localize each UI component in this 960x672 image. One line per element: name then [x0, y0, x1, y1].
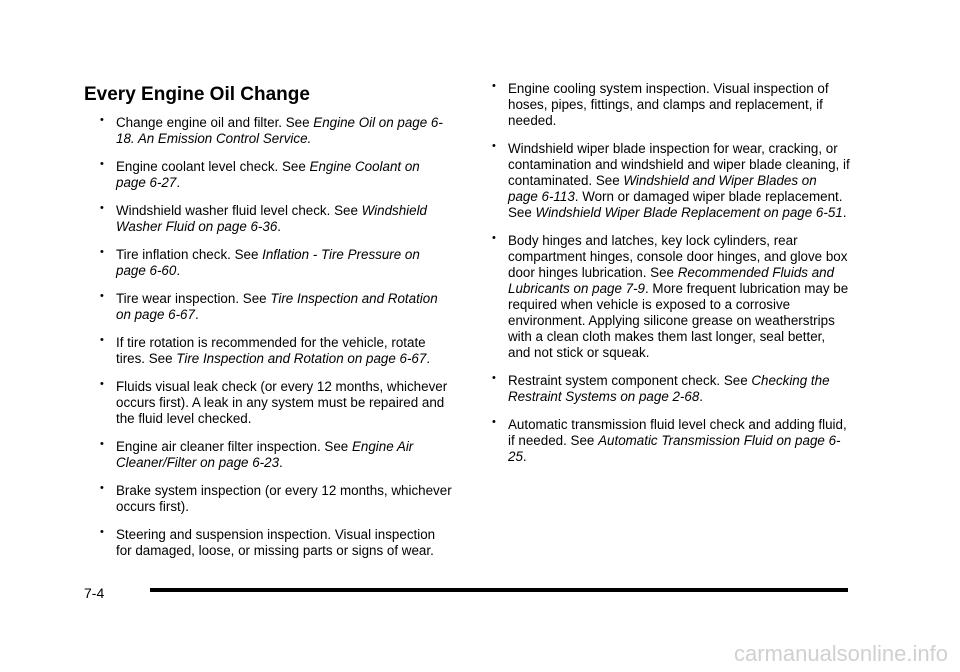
item-text: Windshield washer fluid level check. See — [116, 203, 362, 218]
list-item — [98, 379, 453, 427]
item-text: Change engine oil and filter. See — [116, 115, 314, 130]
cross-reference: Windshield Wiper Blade Replacement on page 6-51 — [535, 205, 843, 220]
footer-rule — [150, 588, 848, 592]
list-item — [98, 291, 453, 323]
watermark: carmanualsonline.info — [733, 641, 948, 666]
item-suffix: . — [194, 307, 199, 322]
list-item — [98, 335, 453, 367]
cross-reference: Recommended Fluids and Lubricants on page 7-9 — [508, 265, 835, 296]
item-suffix: . Worn or damaged wiper blade replacement. See — [508, 189, 843, 220]
item-suffix: . More frequent lubrication may be required when vehicle is exposed to a corrosive environment. Applying silicone grease on weatherstrips with a clean cloth makes them last longer, seal better, and not stick or squeak. — [508, 281, 849, 360]
list-item — [490, 417, 850, 465]
list-item — [98, 483, 453, 515]
item-text: Fluids visual leak check (or every 12 months, whichever occurs first). A leak in any system must be repaired and the fluid level checked. — [116, 379, 448, 426]
list-item — [490, 81, 850, 129]
item-suffix: . — [522, 449, 527, 464]
cross-reference: Checking the Restraint Systems on page 2-68 — [508, 373, 830, 404]
list-item — [98, 247, 453, 279]
cross-reference: Tire Inspection and Rotation on page 6-67 — [176, 351, 427, 366]
cross-reference: Inflation - Tire Pressure on page 6-60 — [116, 247, 420, 278]
item-suffix: . — [277, 219, 282, 234]
list-item — [98, 159, 453, 191]
list-item — [490, 233, 850, 361]
item-text: Restraint system component check. See — [508, 373, 752, 388]
cross-reference: Engine Oil on page 6-18. An Emission Control Service. — [116, 115, 443, 146]
list-item — [98, 203, 453, 235]
cross-reference: Engine Coolant on page 6-27 — [116, 159, 420, 190]
item-text: Tire inflation check. See — [116, 247, 263, 262]
item-text: If tire rotation is recommended for the vehicle, rotate tires. See — [116, 335, 426, 366]
item-suffix: . — [699, 389, 704, 404]
item-text: Engine air cleaner filter inspection. See — [116, 439, 352, 454]
list-item — [98, 527, 453, 559]
item-text: Engine coolant level check. See — [116, 159, 310, 174]
cross-reference: Engine Air Cleaner/Filter on page 6-23 — [116, 439, 414, 470]
page-number: 7-4 — [84, 585, 105, 601]
list-item — [98, 115, 453, 147]
list-item — [490, 373, 850, 405]
item-text: Tire wear inspection. See — [116, 291, 271, 306]
item-suffix: . — [426, 351, 431, 366]
item-text: Windshield wiper blade inspection for wear, cracking, or contamination and windshield and wiper blade cleaning, if contaminated. See — [508, 141, 850, 188]
item-text: Body hinges and latches, key lock cylinders, rear compartment hinges, console door hinges, and glove box door hinges lubrication. See — [508, 233, 848, 280]
list-item — [490, 141, 850, 221]
item-suffix: . — [176, 175, 181, 190]
cross-reference: Windshield and Wiper Blades on page 6-113 — [508, 173, 817, 204]
item-text: Brake system inspection (or every 12 months, whichever occurs first). — [116, 483, 452, 514]
cross-reference: Automatic Transmission Fluid on page 6-25 — [508, 433, 841, 464]
item-suffix: . — [279, 455, 283, 470]
cross-reference: Tire Inspection and Rotation on page 6-67 — [116, 291, 438, 322]
item-suffix: . — [842, 205, 847, 220]
item-suffix: . — [176, 263, 181, 278]
item-text: Steering and suspension inspection. Visual inspection for damaged, loose, or missing parts or signs of wear. — [116, 527, 436, 558]
section-title: Every Engine Oil Change — [84, 84, 310, 105]
left-column-list — [98, 115, 453, 571]
cross-reference: Windshield Washer Fluid on page 6-36 — [116, 203, 428, 234]
right-column-list — [490, 81, 850, 477]
list-item — [98, 439, 453, 471]
item-text: Engine cooling system inspection. Visual inspection of hoses, pipes, fittings, and clamps and replacement, if needed. — [508, 81, 829, 128]
item-text: Automatic transmission fluid level check and adding fluid, if needed. See — [508, 417, 847, 448]
